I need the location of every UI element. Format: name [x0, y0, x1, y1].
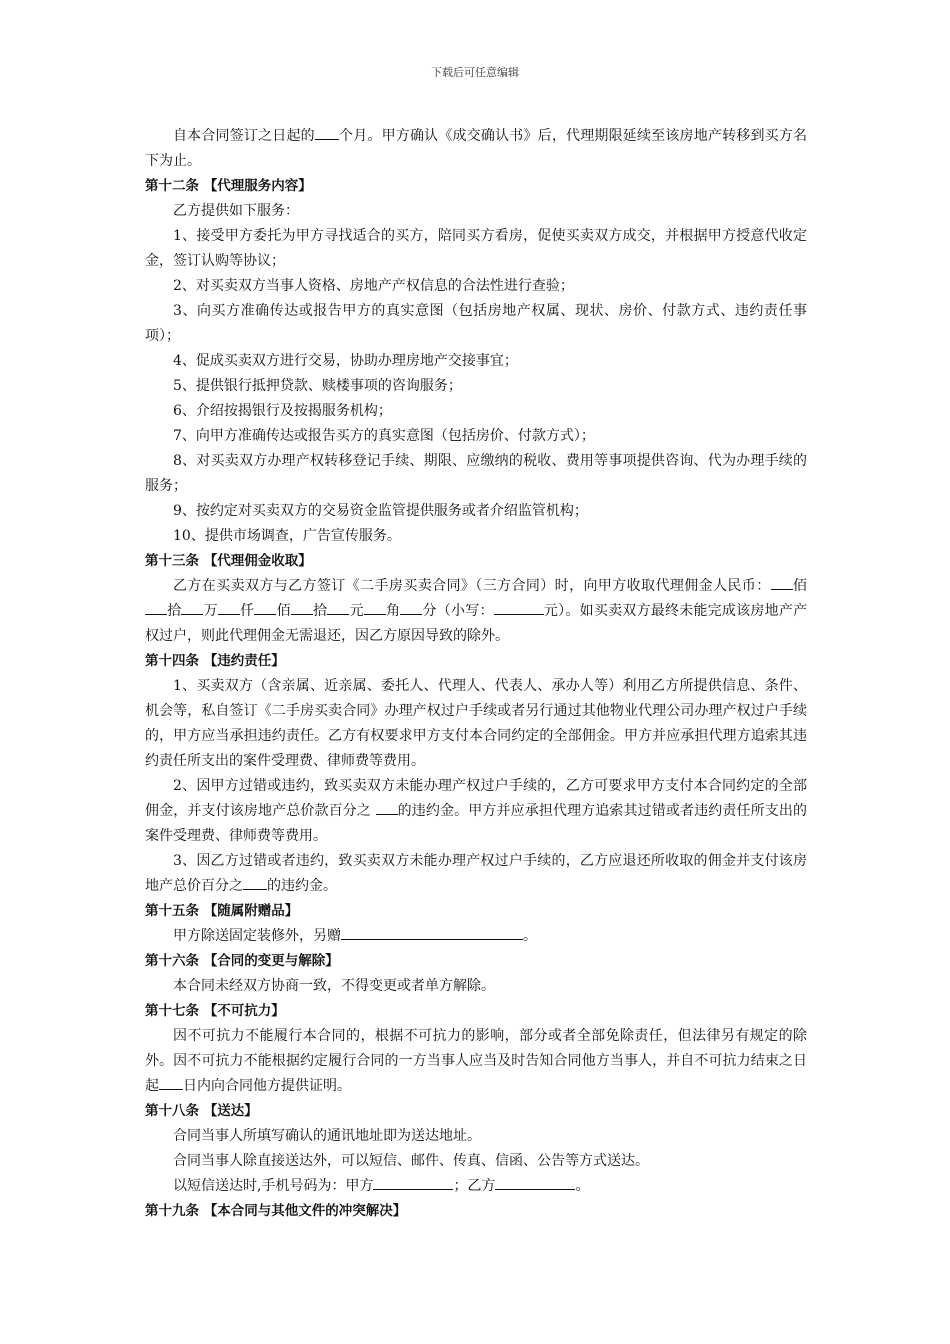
article-13-title: 第十三条 【代理佣金收取】 — [145, 553, 312, 569]
blank — [145, 599, 167, 615]
text: 元）。如买卖双方最终未能完成该房地产产权过户，则此代理佣金无需退还，因乙方原因导致的除外。 — [145, 603, 808, 644]
article-16-paragraph: 本合同未经双方协商一致，不得变更或者单方解除。 — [173, 978, 495, 994]
article-19-title: 第十九条 【本合同与其他文件的冲突解决】 — [145, 1203, 407, 1219]
unit: 元 — [349, 603, 364, 619]
unit: 拾 — [167, 603, 182, 619]
article-14-paragraph-1: 1、买卖双方（含亲属、近亲属、委托人、代理人、代表人、承办人等）利用乙方所提供信息、条件、机会等，私自签订《二手房买卖合同》办理产权过户手续或者另行通过其他物业代理公司办理产权过户手续的，甲方应当承担违约责任。乙方有权要求甲方支付本合同约定的全部佣金。甲方并应承担代理方追索其违约责任所支出的案件受理费、律师费等费用。 — [145, 678, 807, 769]
blank — [364, 599, 386, 615]
text: 因不可抗力不能履行本合同的，根据不可抗力的影响，部分或者全部免除责任，但法律另有规定的除外。因不可抗力不能根据约定履行合同的一方当事人应当及时告知合同他方当事人，并自不可抗力结束之日起 — [145, 1028, 807, 1094]
text: 乙方在买卖双方与乙方签订《二手房买卖合同》（三方合同）时，向甲方收取代理佣金人民币： — [173, 578, 771, 594]
unit: 分 — [422, 603, 437, 619]
blank — [771, 574, 793, 590]
unit: 仟 — [239, 603, 255, 619]
article-12-item: 6、介绍按揭银行及按揭服务机构； — [173, 403, 392, 419]
article-14-paragraph-3 — [145, 849, 807, 899]
unit: 角 — [385, 603, 401, 619]
article-14-title: 第十四条 【违约责任】 — [145, 653, 285, 669]
blank — [181, 599, 203, 615]
article-16-title: 第十六条 【合同的变更与解除】 — [145, 953, 339, 969]
article-18-paragraph-2: 合同当事人除直接送达外，可以短信、邮件、传真、信函、公告等方式送达。 — [173, 1153, 649, 1169]
blank — [341, 924, 523, 940]
article-12-item: 2、对买卖双方当事人资格、房地产产权信息的合法性进行查验； — [173, 278, 574, 294]
blank — [243, 874, 267, 890]
unit: 佰 — [792, 578, 808, 594]
text: 以短信送达时,手机号码为：甲方 — [173, 1178, 374, 1194]
article-12-item: 5、提供银行抵押贷款、赎楼事项的咨询服务； — [173, 378, 462, 394]
blank — [254, 599, 276, 615]
text: 3、因乙方过错或者违约，致买卖双方未能办理产权过户手续的，乙方应退还所收取的佣金并支付该房地产总价百分之 — [145, 853, 807, 894]
article-17-title: 第十七条 【不可抗力】 — [145, 1003, 285, 1019]
article-12-lead: 乙方提供如下服务： — [173, 203, 299, 219]
text: （小写： — [436, 603, 494, 619]
contract-body — [145, 124, 807, 1224]
blank — [315, 124, 339, 140]
blank — [376, 799, 398, 815]
article-12-item: 4、促成买卖双方进行交易，协助办理房地产交接事宜； — [173, 353, 518, 369]
article-12-item: 1、接受甲方委托为甲方寻找适合的买方，陪同买方看房，促使买卖双方成交，并根据甲方授意代收定金，签订认购等协议； — [145, 228, 807, 269]
blank — [495, 1174, 575, 1190]
article-18-paragraph-3 — [145, 1174, 807, 1199]
text: ；乙方 — [453, 1178, 496, 1194]
article-12-item: 9、按约定对买卖双方的交易资金监管提供服务或者介绍监管机构； — [173, 503, 588, 519]
blank — [400, 599, 422, 615]
article-12-item: 3、向买方准确传达或报告甲方的真实意图（包括房地产权属、现状、房价、付款方式、违约责任事项）； — [145, 303, 807, 344]
blank — [291, 599, 313, 615]
article-15-title: 第十五条 【随属附赠品】 — [145, 903, 299, 919]
article-12-title: 第十二条 【代理服务内容】 — [145, 178, 312, 194]
article-12-item: 7、向甲方准确传达或报告买方的真实意图（包括房价、付款方式）； — [173, 428, 595, 444]
text: 的违约金。甲方并应承担代理方追索其过错或者违约责任所支出的案件受理费、律师费等费用。 — [145, 803, 807, 844]
page-header: 下载后可任意编辑 — [431, 66, 519, 79]
blank — [218, 599, 240, 615]
article-12-item: 8、对买卖双方办理产权转移登记手续、期限、应缴纳的税收、费用等事项提供咨询、代为办理手续的服务； — [145, 453, 807, 494]
article-15-paragraph — [145, 924, 807, 949]
article-13-paragraph — [145, 574, 807, 649]
text: 日内向合同他方提供证明。 — [183, 1078, 351, 1094]
text: 2、因甲方过错或违约，致买卖双方未能办理产权过户手续的，乙方可要求甲方支付本合同约定的全部佣金，并支付该房地产总价款百分之 — [145, 778, 807, 819]
blank — [373, 1174, 453, 1190]
article-12-item: 10、提供市场调查，广告宣传服务。 — [173, 528, 401, 544]
article-14-paragraph-2 — [145, 774, 807, 849]
article-18-paragraph-1: 合同当事人所填写确认的通讯地址即为送达地址。 — [173, 1128, 481, 1144]
blank — [327, 599, 349, 615]
unit: 拾 — [312, 603, 328, 619]
text: 。 — [575, 1178, 590, 1194]
article-18-title: 第十八条 【送达】 — [145, 1103, 258, 1119]
text: 自本合同签订之日起的 — [173, 128, 315, 144]
text: 。 — [523, 928, 537, 944]
blank — [159, 1074, 183, 1090]
text: 个月。甲方确认《成交确认书》后，代理期限延续至该房地产转移到买方名下为止。 — [145, 128, 808, 169]
intro-paragraph — [145, 124, 807, 174]
unit: 佰 — [276, 603, 291, 619]
unit: 万 — [203, 603, 218, 619]
text: 的违约金。 — [267, 878, 337, 894]
text: 甲方除送固定装修外，另赠 — [173, 928, 341, 944]
article-17-paragraph — [145, 1024, 807, 1099]
blank — [494, 599, 544, 615]
